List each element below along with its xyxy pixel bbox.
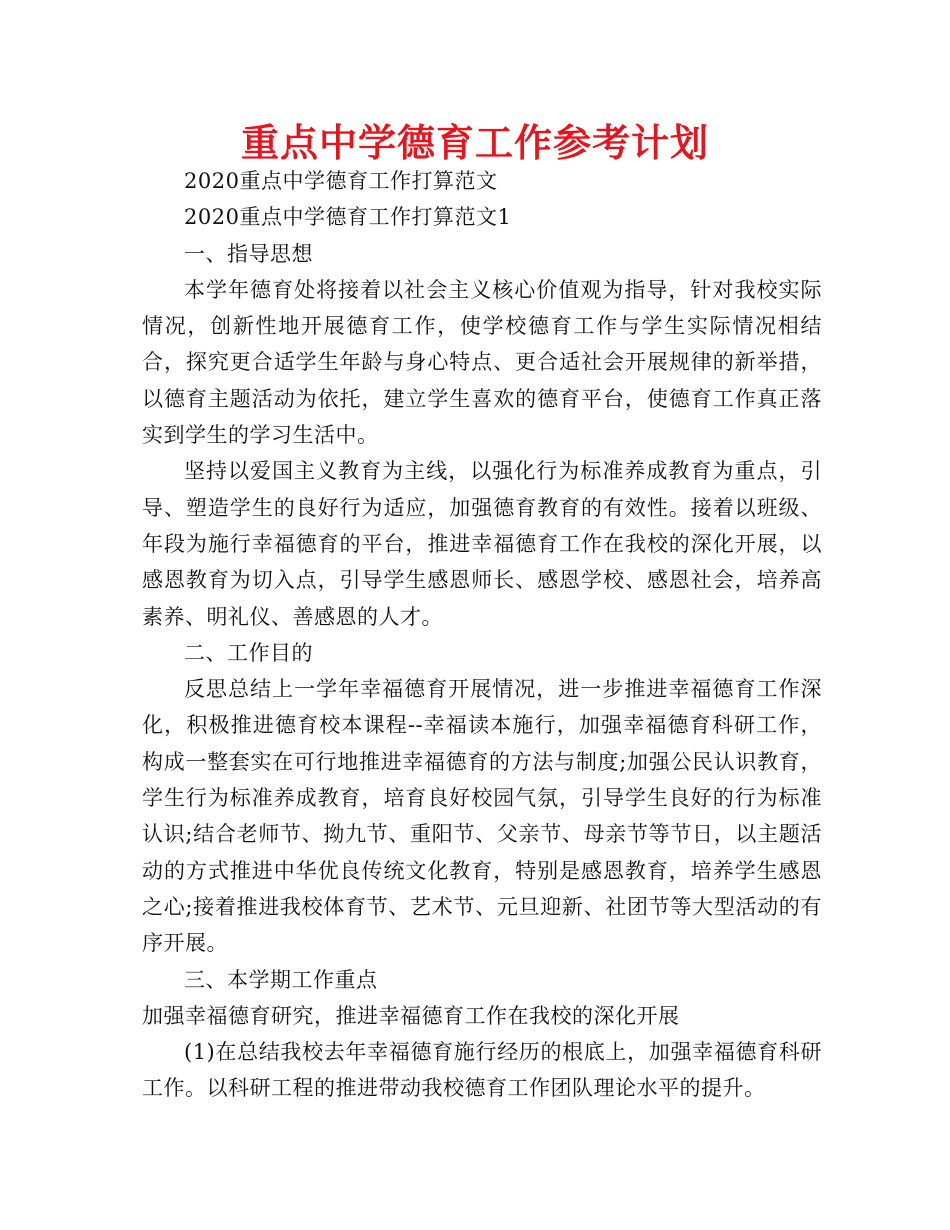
paragraph-guiding-thought: 本学年德育处将接着以社会主义核心价值观为指导，针对我校实际情况，创新性地开展德育工作，使学校德育工作与学生实际情况相结合，探究更合适学生年龄与身心特点、更合适社会开展规律的新举措，以德育主题活动为依托，建立学生喜欢的德育平台，使德育工作真正落实到学生的学习生活中。 bbox=[142, 277, 822, 448]
paragraph-work-goals: 反思总结上一学年幸福德育开展情况，进一步推进幸福德育工作深化，积极推进德育校本课程--幸福读本施行，加强幸福德育科研工作，构成一整套实在可行地推进幸福德育的方法与制度;加强公民认识教育，学生行为标准养成教育，培育良好校园气氛，引导学生良好的行为标准认识;结合老师节、拗九节、重阳节、父亲节、母亲节等节日，以主题活动的方式推进中华优良传统文化教育，特别是感恩教育，培养学生感恩之心;接着推进我校体育节、艺术节、元旦迎新、社团节等大型活动的有序开展。 bbox=[142, 677, 822, 956]
paragraph-patriotic-education: 坚持以爱国主义教育为主线，以强化行为标准养成教育为重点，引导、塑造学生的良好行为适应，加强德育教育的有效性。接着以班级、年段为施行幸福德育的平台，推进幸福德育工作在我校的深化开展，以感恩教育为切入点，引导学生感恩师长、感恩学校、感恩社会，培养高素养、明礼仪、善感恩的人才。 bbox=[142, 459, 822, 629]
section-heading-work-goals: 二、工作目的 bbox=[184, 640, 313, 665]
document-body bbox=[142, 163, 822, 1107]
subtitle-line: 2020重点中学德育工作打算范文 bbox=[184, 169, 498, 193]
subtitle-line-numbered: 2020重点中学德育工作打算范文1 bbox=[184, 205, 512, 230]
section-heading-guiding-thought: 一、指导思想 bbox=[184, 241, 313, 266]
document-title: 重点中学德育工作参考计划 bbox=[240, 121, 709, 165]
section-heading-key-work: 三、本学期工作重点 bbox=[184, 967, 378, 992]
paragraph-key-work-item-1: (1)在总结我校去年幸福德育施行经历的根底上，加强幸福德育科研工作。以科研工程的推进带动我校德育工作团队理论水平的提升。 bbox=[142, 1040, 822, 1101]
paragraph-key-work-summary: 加强幸福德育研究，推进幸福德育工作在我校的深化开展 bbox=[142, 1003, 680, 1028]
